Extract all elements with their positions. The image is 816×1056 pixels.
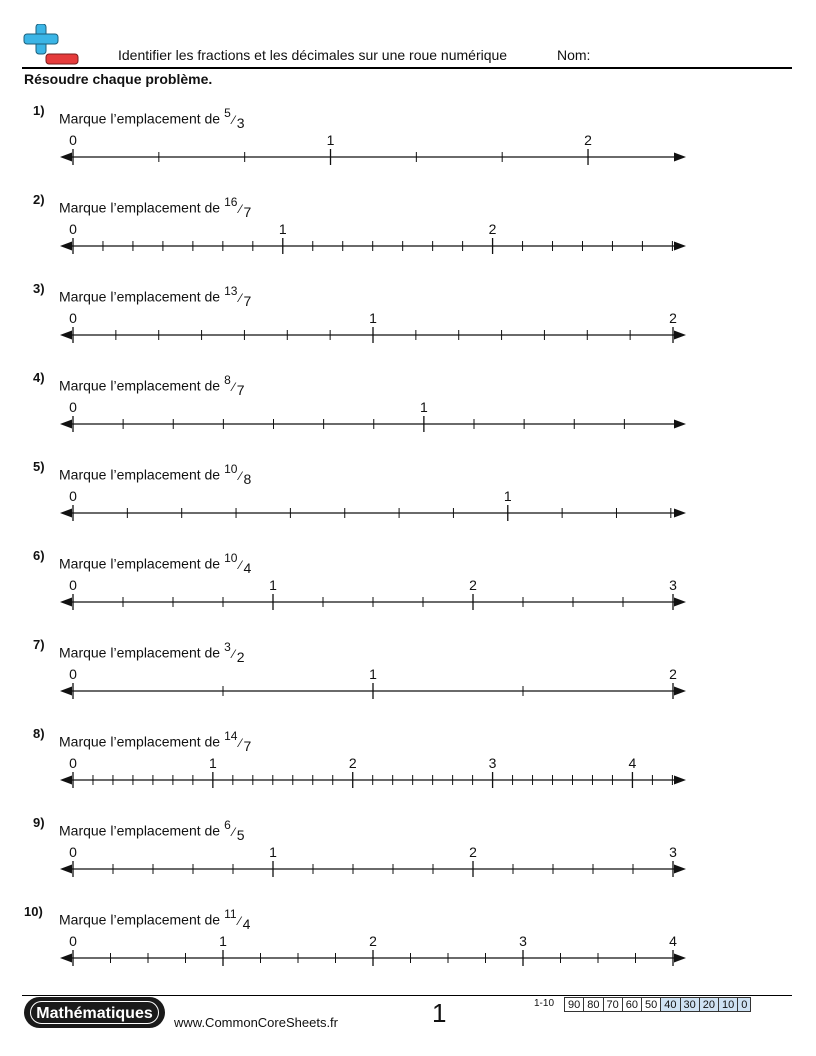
left-arrow-icon (60, 776, 72, 785)
tick-label: 3 (519, 933, 527, 949)
tick-label: 0 (69, 310, 77, 326)
fraction-bar: ⁄ (232, 379, 235, 394)
tick-label: 4 (669, 933, 677, 949)
fraction-denominator: 7 (243, 203, 252, 220)
tick-label: 2 (469, 577, 477, 593)
tick-label: 0 (69, 933, 77, 949)
fraction-bar: ⁄ (232, 112, 235, 127)
left-arrow-icon (60, 509, 72, 518)
prompt-text: Marque l’emplacement de (59, 644, 221, 661)
prompt-text: Marque l’emplacement de (59, 555, 221, 572)
tick-label: 0 (69, 755, 77, 771)
tick-label: 1 (208, 755, 217, 771)
score-box: 90 (564, 997, 584, 1012)
number-line[interactable] (0, 572, 816, 622)
number-line[interactable] (0, 928, 816, 978)
right-arrow-icon (674, 687, 686, 696)
fraction (224, 284, 252, 309)
prompt-text: Marque l’emplacement de (59, 466, 221, 483)
problem-prompt (59, 106, 245, 131)
fraction (224, 818, 245, 843)
score-box: 40 (660, 997, 680, 1012)
fraction-numerator: 10 (224, 551, 238, 565)
problem-number: 4) (33, 370, 45, 385)
tick-label: 3 (669, 577, 677, 593)
fraction (224, 907, 251, 932)
problem-number: 7) (33, 637, 45, 652)
fraction-denominator: 2 (236, 648, 245, 665)
problem-prompt (59, 818, 245, 843)
problem-number: 5) (33, 459, 45, 474)
tick-label: 2 (469, 844, 477, 860)
tick-label: 3 (488, 755, 497, 771)
fraction-denominator: 7 (243, 292, 252, 309)
fraction-bar: ⁄ (232, 646, 235, 661)
score-box: 50 (641, 997, 661, 1012)
fraction (224, 462, 252, 487)
tick-label: 0 (69, 666, 77, 682)
right-arrow-icon (674, 420, 686, 429)
left-arrow-icon (60, 865, 72, 874)
problem-number: 8) (33, 726, 45, 741)
problem-number: 10) (24, 904, 43, 919)
tick-label: 2 (669, 310, 677, 326)
fraction-bar: ⁄ (239, 735, 242, 750)
score-box: 20 (699, 997, 719, 1012)
right-arrow-icon (674, 242, 686, 251)
tick-label: 0 (69, 577, 77, 593)
right-arrow-icon (674, 598, 686, 607)
score-range-label: 1-10 (534, 998, 555, 1009)
tick-label: 3 (669, 844, 677, 860)
fraction-numerator: 10 (224, 462, 238, 476)
prompt-text: Marque l’emplacement de (59, 822, 221, 839)
tick-label: 1 (278, 221, 287, 237)
fraction-bar: ⁄ (239, 201, 242, 216)
number-line[interactable] (0, 216, 816, 266)
score-box: 80 (583, 997, 603, 1012)
tick-label: 1 (219, 933, 227, 949)
fraction-denominator: 3 (236, 114, 245, 131)
fraction-numerator: 16 (224, 195, 238, 209)
prompt-text: Marque l’emplacement de (59, 733, 221, 750)
right-arrow-icon (674, 153, 686, 162)
fraction-numerator: 11 (224, 907, 237, 921)
problem-number: 2) (33, 192, 45, 207)
number-line[interactable] (0, 839, 816, 889)
prompt-text: Marque l’emplacement de (59, 110, 221, 127)
prompt-text: Marque l’emplacement de (59, 377, 221, 394)
left-arrow-icon (60, 420, 72, 429)
fraction-bar: ⁄ (232, 824, 235, 839)
right-arrow-icon (674, 954, 686, 963)
left-arrow-icon (60, 687, 72, 696)
score-box: 60 (622, 997, 642, 1012)
worksheet-title: Identifier les fractions et les décimales sur une roue numérique (118, 47, 508, 63)
fraction-numerator: 3 (224, 640, 231, 654)
tick-label: 0 (69, 488, 77, 504)
tick-label: 2 (348, 755, 357, 771)
fraction-bar: ⁄ (239, 468, 242, 483)
tick-label: 4 (628, 755, 637, 771)
tick-label: 2 (669, 666, 677, 682)
number-line[interactable] (0, 750, 816, 800)
left-arrow-icon (60, 954, 72, 963)
tick-label: 0 (69, 221, 77, 237)
fraction-numerator: 13 (224, 284, 238, 298)
tick-label: 1 (369, 310, 377, 326)
score-box: 70 (603, 997, 623, 1012)
number-line[interactable] (0, 483, 816, 533)
prompt-text: Marque l’emplacement de (59, 288, 221, 305)
problem-prompt (59, 640, 245, 665)
fraction-bar: ⁄ (238, 913, 241, 928)
right-arrow-icon (674, 776, 686, 785)
fraction-denominator: 7 (243, 737, 252, 754)
left-arrow-icon (60, 331, 72, 340)
fraction (224, 640, 245, 665)
tick-label: 1 (503, 488, 512, 504)
score-box: 10 (718, 997, 738, 1012)
fraction-denominator: 5 (236, 826, 245, 843)
problem-prompt (59, 195, 252, 220)
tick-label: 0 (69, 844, 77, 860)
fraction-bar: ⁄ (239, 557, 242, 572)
score-box: 0 (737, 997, 751, 1012)
fraction-numerator: 14 (224, 729, 238, 743)
score-box: 30 (680, 997, 700, 1012)
tick-label: 1 (419, 399, 428, 415)
site-url: www.CommonCoreSheets.fr (174, 1015, 338, 1030)
subject-badge (24, 997, 165, 1028)
problem-number: 6) (33, 548, 45, 563)
left-arrow-icon (60, 242, 72, 251)
left-arrow-icon (60, 598, 72, 607)
fraction-numerator: 8 (224, 373, 231, 387)
right-arrow-icon (674, 509, 686, 518)
tick-label: 2 (369, 933, 377, 949)
problem-number: 3) (33, 281, 45, 296)
left-arrow-icon (60, 153, 72, 162)
problem-number: 1) (33, 103, 45, 118)
fraction-numerator: 5 (224, 106, 231, 120)
name-label: Nom: (557, 47, 591, 63)
tick-label: 1 (269, 844, 277, 860)
tick-label: 2 (488, 221, 497, 237)
fraction-numerator: 6 (224, 818, 231, 832)
problem-number: 9) (33, 815, 45, 830)
fraction-denominator: 4 (243, 559, 252, 576)
fraction (224, 195, 252, 220)
tick-label: 1 (369, 666, 377, 682)
page-number: 1 (432, 998, 447, 1028)
tick-label: 2 (584, 132, 592, 148)
tick-label: 0 (69, 132, 77, 148)
fraction (224, 551, 252, 576)
fraction (224, 373, 245, 398)
score-table (565, 997, 751, 1012)
fraction-denominator: 7 (236, 381, 245, 398)
instructions: Résoudre chaque problème. (24, 71, 213, 87)
problem-prompt (59, 462, 252, 487)
prompt-text: Marque l’emplacement de (59, 911, 221, 928)
prompt-text: Marque l’emplacement de (59, 199, 221, 216)
number-line[interactable] (0, 305, 816, 355)
footer-divider (22, 995, 792, 996)
right-arrow-icon (674, 331, 686, 340)
number-line[interactable] (0, 394, 816, 444)
tick-label: 0 (69, 399, 77, 415)
fraction-bar: ⁄ (239, 290, 242, 305)
subject-label: Mathématiques (30, 1001, 159, 1024)
fraction (224, 106, 245, 131)
problem-prompt (59, 551, 252, 576)
problem-prompt (59, 907, 251, 932)
problem-prompt (59, 373, 245, 398)
problem-prompt (59, 284, 252, 309)
fraction (224, 729, 252, 754)
tick-label: 1 (269, 577, 277, 593)
problem-prompt (59, 729, 252, 754)
fraction-denominator: 4 (242, 915, 251, 932)
tick-label: 1 (326, 132, 335, 148)
fraction-denominator: 8 (243, 470, 252, 487)
number-line[interactable] (0, 127, 816, 177)
number-line[interactable] (0, 661, 816, 711)
right-arrow-icon (674, 865, 686, 874)
